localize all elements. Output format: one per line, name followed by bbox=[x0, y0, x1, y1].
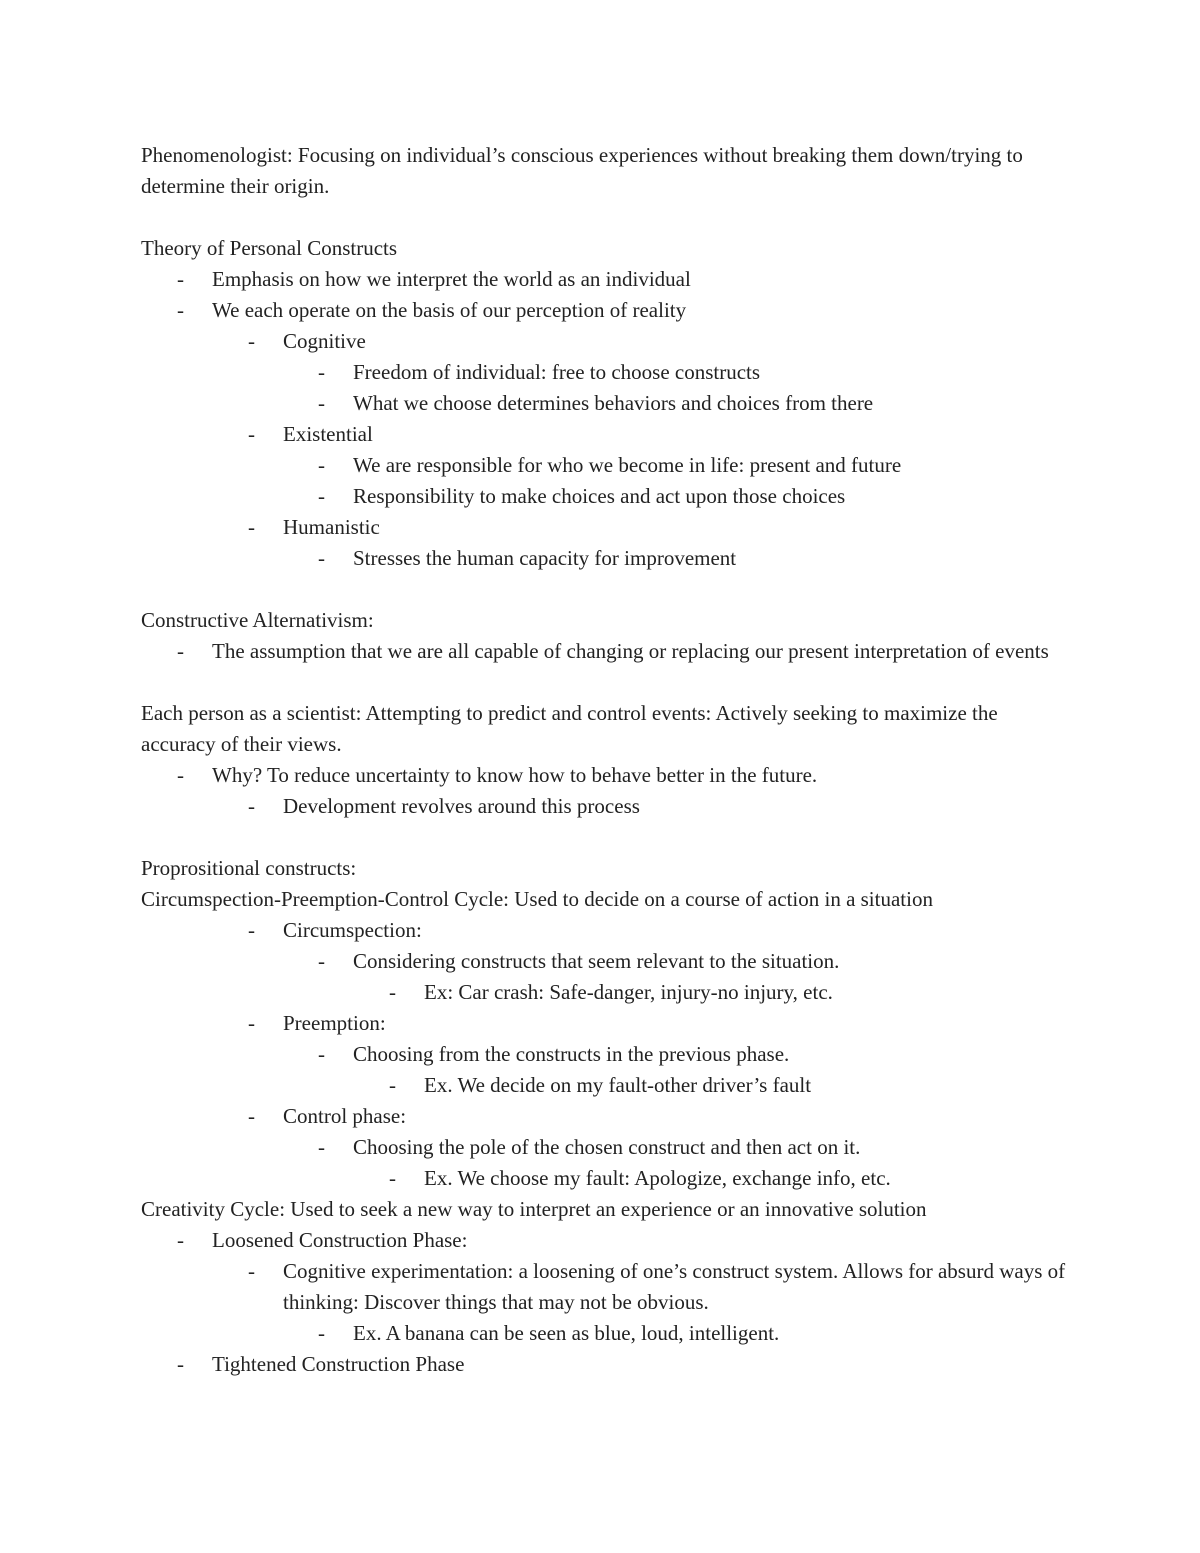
list-item-text: Humanistic bbox=[283, 515, 380, 539]
list-item bbox=[248, 915, 1071, 946]
bullet-dash: - bbox=[389, 1073, 396, 1097]
bullet-dash: - bbox=[177, 639, 184, 663]
spacer bbox=[141, 667, 1071, 698]
spacer bbox=[141, 822, 1071, 853]
list-item-text: What we choose determines behaviors and choices from there bbox=[353, 391, 874, 415]
list-item bbox=[177, 1225, 1071, 1256]
list-item-text: Existential bbox=[283, 422, 373, 446]
phenomenologist-paragraph: Phenomenologist: Focusing on individual’s conscious experiences without breaking them down/trying to determine their origin. bbox=[141, 143, 1023, 198]
list-item bbox=[318, 450, 1071, 481]
list-item-text: Development revolves around this process bbox=[283, 794, 640, 818]
personal-constructs-heading: Theory of Personal Constructs bbox=[141, 236, 398, 260]
list-item bbox=[248, 512, 1071, 543]
list-item-text: Circumspection: bbox=[283, 918, 422, 942]
propositional-heading: Proprositional constructs: bbox=[141, 856, 357, 880]
list-item bbox=[318, 481, 1071, 512]
bullet-dash: - bbox=[318, 546, 325, 570]
list-item bbox=[389, 977, 1071, 1008]
creativity-cycle-heading: Creativity Cycle: Used to seek a new way to interpret an experience or an innovative solution bbox=[141, 1197, 927, 1221]
bullet-dash: - bbox=[248, 918, 255, 942]
list-item-text: The assumption that we are all capable of changing or replacing our present interpretation of events bbox=[212, 639, 1049, 663]
list-item bbox=[248, 1256, 1071, 1318]
bullet-dash: - bbox=[318, 484, 325, 508]
cpc-cycle-heading: Circumspection-Preemption-Control Cycle: Used to decide on a course of action in a situation bbox=[141, 887, 933, 911]
bullet-dash: - bbox=[318, 1135, 325, 1159]
bullet-dash: - bbox=[177, 1352, 184, 1376]
list-item-text: Tightened Construction Phase bbox=[212, 1352, 465, 1376]
list-item-text: Loosened Construction Phase: bbox=[212, 1228, 468, 1252]
scientist-heading: Each person as a scientist: Attempting to predict and control events: Actively seeking to maximize the accuracy of their views. bbox=[141, 701, 998, 756]
list-item bbox=[248, 419, 1071, 450]
bullet-dash: - bbox=[248, 515, 255, 539]
bullet-dash: - bbox=[318, 949, 325, 973]
list-item-text: Control phase: bbox=[283, 1104, 407, 1128]
bullet-dash: - bbox=[318, 1042, 325, 1066]
list-item-text: We are responsible for who we become in life: present and future bbox=[353, 453, 902, 477]
list-item-text: Ex. A banana can be seen as blue, loud, intelligent. bbox=[353, 1321, 780, 1345]
list-item-text: Cognitive experimentation: a loosening of one’s construct system. Allows for absurd ways of thinking: Discover things that may not be obvious. bbox=[283, 1259, 1066, 1314]
list-item bbox=[177, 264, 1071, 295]
list-item-text: Ex. We decide on my fault-other driver’s fault bbox=[424, 1073, 812, 1097]
bullet-dash: - bbox=[248, 1011, 255, 1035]
list-item-text: Considering constructs that seem relevant to the situation. bbox=[353, 949, 840, 973]
list-item-text: Choosing the pole of the chosen construct and then act on it. bbox=[353, 1135, 861, 1159]
bullet-dash: - bbox=[389, 1166, 396, 1190]
list-item bbox=[248, 1101, 1071, 1132]
list-item bbox=[177, 295, 1071, 326]
spacer bbox=[141, 202, 1071, 233]
list-item-text: Responsibility to make choices and act upon those choices bbox=[353, 484, 846, 508]
list-item-text: Stresses the human capacity for improvement bbox=[353, 546, 737, 570]
bullet-dash: - bbox=[248, 794, 255, 818]
bullet-dash: - bbox=[248, 1104, 255, 1128]
bullet-dash: - bbox=[248, 1259, 255, 1283]
list-item-text: Ex. We choose my fault: Apologize, exchange info, etc. bbox=[424, 1166, 891, 1190]
bullet-dash: - bbox=[177, 763, 184, 787]
list-item bbox=[177, 1349, 1071, 1380]
bullet-dash: - bbox=[318, 453, 325, 477]
list-item bbox=[248, 1008, 1071, 1039]
list-item bbox=[318, 388, 1071, 419]
bullet-dash: - bbox=[248, 422, 255, 446]
list-item-text: Ex: Car crash: Safe-danger, injury-no injury, etc. bbox=[424, 980, 833, 1004]
list-item-text: We each operate on the basis of our perception of reality bbox=[212, 298, 687, 322]
list-item-text: Emphasis on how we interpret the world as an individual bbox=[212, 267, 691, 291]
list-item bbox=[318, 1318, 1071, 1349]
bullet-dash: - bbox=[318, 360, 325, 384]
list-item-text: Cognitive bbox=[283, 329, 366, 353]
list-item bbox=[177, 636, 1071, 667]
list-item bbox=[318, 543, 1071, 574]
list-item bbox=[318, 1132, 1071, 1163]
list-item bbox=[318, 357, 1071, 388]
list-item bbox=[177, 760, 1071, 791]
list-item bbox=[248, 326, 1071, 357]
list-item bbox=[318, 1039, 1071, 1070]
bullet-dash: - bbox=[248, 329, 255, 353]
document-body bbox=[141, 140, 1071, 1380]
list-item bbox=[318, 946, 1071, 977]
list-item-text: Choosing from the constructs in the previous phase. bbox=[353, 1042, 790, 1066]
list-item-text: Preemption: bbox=[283, 1011, 386, 1035]
list-item bbox=[389, 1163, 1071, 1194]
bullet-dash: - bbox=[389, 980, 396, 1004]
constructive-alternativism-heading: Constructive Alternativism: bbox=[141, 608, 374, 632]
spacer bbox=[141, 574, 1071, 605]
list-item bbox=[389, 1070, 1071, 1101]
list-item-text: Freedom of individual: free to choose constructs bbox=[353, 360, 761, 384]
bullet-dash: - bbox=[318, 1321, 325, 1345]
bullet-dash: - bbox=[318, 391, 325, 415]
list-item bbox=[248, 791, 1071, 822]
bullet-dash: - bbox=[177, 298, 184, 322]
bullet-dash: - bbox=[177, 267, 184, 291]
list-item-text: Why? To reduce uncertainty to know how to behave better in the future. bbox=[212, 763, 818, 787]
bullet-dash: - bbox=[177, 1228, 184, 1252]
